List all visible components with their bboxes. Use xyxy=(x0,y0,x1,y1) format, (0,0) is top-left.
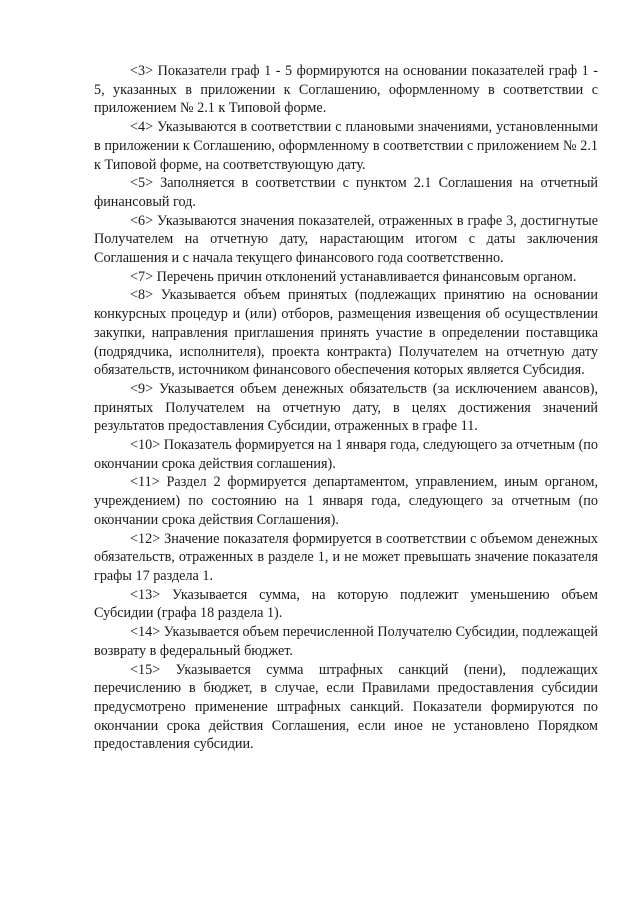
footnote-9: <9> Указывается объем денежных обязательств (за исключением авансов), принятых Получателем на отчетную дату, в целях достижения значений результатов предоставления Субсидии, отраженных в графе 11. xyxy=(94,380,598,435)
footnote-8: <8> Указывается объем принятых (подлежащих принятию на основании конкурсных процедур и (или) отборов, размещения извещения об осуществлении закупки, направления приглашения принять участие в определении поставщика (подрядчика, исполнителя), проекта контракта) Получателем на отчетную дату обязательств, источником финансового обеспечения которых является Субсидия. xyxy=(94,287,598,379)
footnote-6: <6> Указываются значения показателей, отраженных в графе 3, достигнутые Получателем на отчетную дату, нарастающим итогом с даты заключения Соглашения и с начала текущего финансового года соответственно. xyxy=(94,212,598,267)
footnote-10: <10> Показатель формируется на 1 января года, следующего за отчетным (по окончании срока действия соглашения). xyxy=(94,437,598,472)
footnote-12: <12> Значение показателя формируется в соответствии с объемом денежных обязательств, отраженных в разделе 1, и не может превышать значение показателя графы 17 раздела 1. xyxy=(94,530,598,584)
footnote-7: <7> Перечень причин отклонений устанавливается финансовым органом. xyxy=(130,268,577,285)
footnote-13: <13> Указывается сумма, на которую подлежит уменьшению объем Субсидии (графа 18 раздела 1). xyxy=(94,586,598,622)
footnote-5: <5> Заполняется в соответствии с пунктом 2.1 Соглашения на отчетный финансовый год. xyxy=(94,175,598,210)
footnote-11: <11> Раздел 2 формируется департаментом, управлением, иным органом, учреждением) по состоянию на 1 января года, следующего за отчетным (по окончании срока действия Соглашения). xyxy=(94,474,598,528)
footnote-14: <14> Указывается объем перечисленной Получателю Субсидии, подлежащей возврату в федеральный бюджет. xyxy=(94,624,598,659)
footnote-4: <4> Указываются в соответствии с плановыми значениями, установленными в приложении к Соглашению, оформленному в соответствии с приложением № 2.1 к Типовой форме, на соответствующую дату. xyxy=(94,119,598,173)
footnote-15: <15> Указывается сумма штрафных санкций (пени), подлежащих перечислению в бюджет, в случае, если Правилами предоставления субсидии предусмотрено применение штрафных санкций. Показатели формируются по окончании срока действия Соглашения, если иное не установлено Порядком предоставления субсидии. xyxy=(94,661,598,753)
footnote-3: <3> Показатели граф 1 - 5 формируются на основании показателей граф 1 - 5, указанных в приложении к Соглашению, оформленному в соответствии с приложением № 2.1 к Типовой форме. xyxy=(94,63,598,117)
footnotes-page xyxy=(94,62,598,754)
